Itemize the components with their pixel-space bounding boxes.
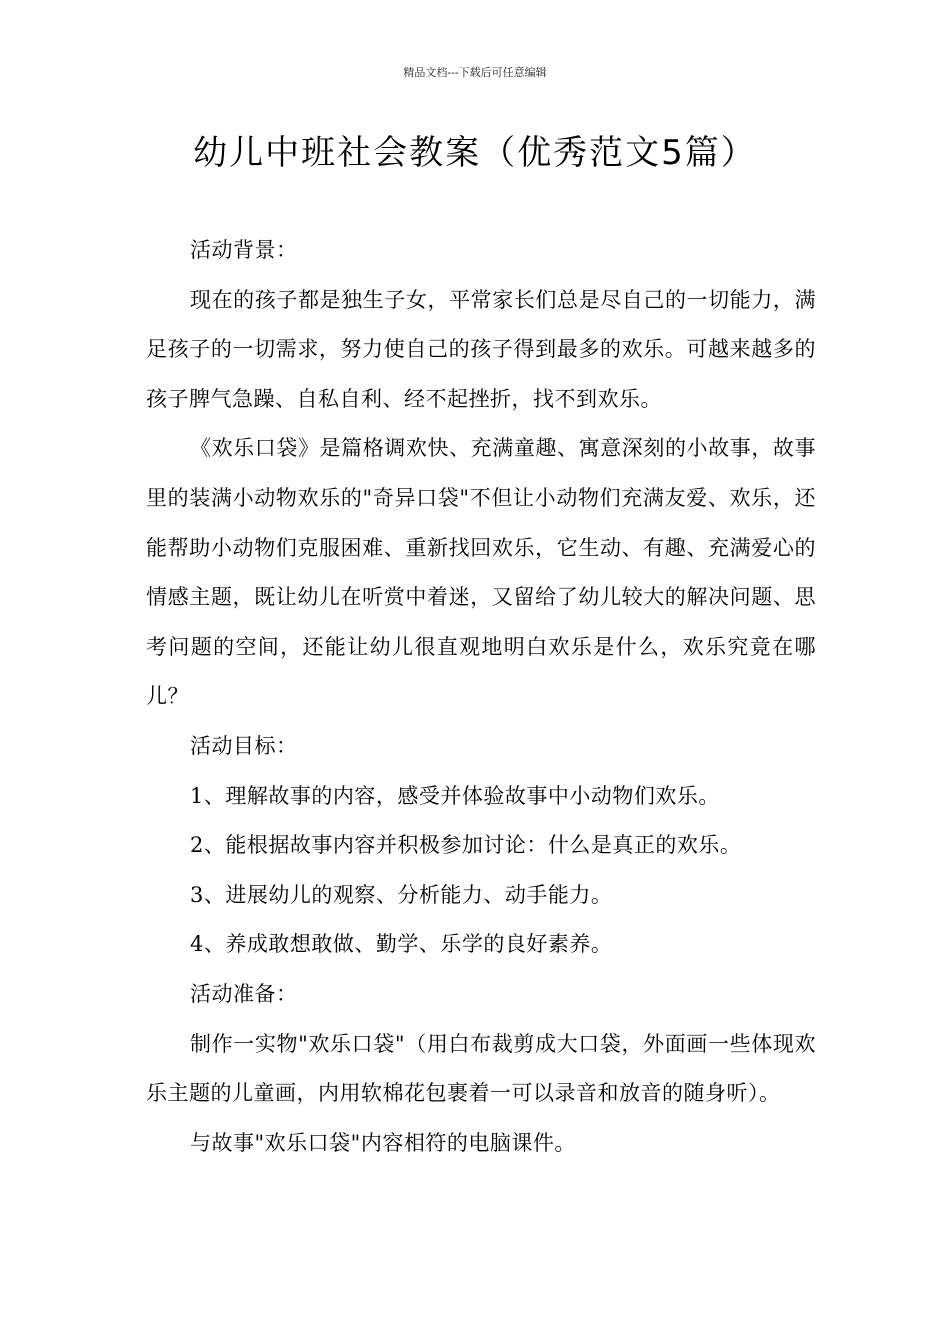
- header-note: 精品文档---下载后可任意编辑: [403, 66, 547, 79]
- goal-item-2: 2、能根据故事内容并积极参加讨论：什么是真正的欢乐。: [190, 833, 742, 858]
- section-heading-goals: 活动目标：: [190, 733, 298, 758]
- section-heading-preparation: 活动准备：: [190, 981, 298, 1006]
- page-title: 幼儿中班社会教案（优秀范文5篇）: [193, 133, 757, 173]
- goal-item-3: 3、进展幼儿的观察、分析能力、动手能力。: [190, 882, 613, 907]
- preparation-item-courseware: 与故事"欢乐口袋"内容相符的电脑课件。: [190, 1130, 576, 1155]
- document-body: [146, 226, 816, 1168]
- goal-item-4: 4、养成敢想敢做、勤学、乐学的良好素养。: [190, 932, 613, 957]
- paragraph-background: 现在的孩子都是独生子女，平常家长们总是尽自己的一切能力，满足孩子的一切需求，努力使自己的孩子得到最多的欢乐。可越来越多的孩子脾气急躁、自私自利、经不起挫折，找不到欢乐。: [146, 287, 816, 411]
- section-heading-background: 活动背景：: [190, 238, 298, 262]
- preparation-item-bag: 制作一实物"欢乐口袋"（用白布裁剪成大口袋，外面画一些体现欢乐主题的儿童画，内用软棉花包裹着一可以录音和放音的随身听）。: [146, 1031, 816, 1106]
- paragraph-story-intro: 《欢乐口袋》是篇格调欢快、充满童趣、寓意深刻的小故事，故事里的装满小动物欢乐的"奇异口袋"不但让小动物们充满友爱、欢乐，还能帮助小动物们克服困难、重新找回欢乐，它生动、有趣、充满爱心的情感主题，既让幼儿在听赏中着迷，又留给了幼儿较大的解决问题、思考问题的空间，还能让幼儿很直观地明白欢乐是什么，欢乐究竟在哪儿？: [146, 436, 816, 709]
- goal-item-1: 1、理解故事的内容，感受并体验故事中小动物们欢乐。: [190, 783, 720, 808]
